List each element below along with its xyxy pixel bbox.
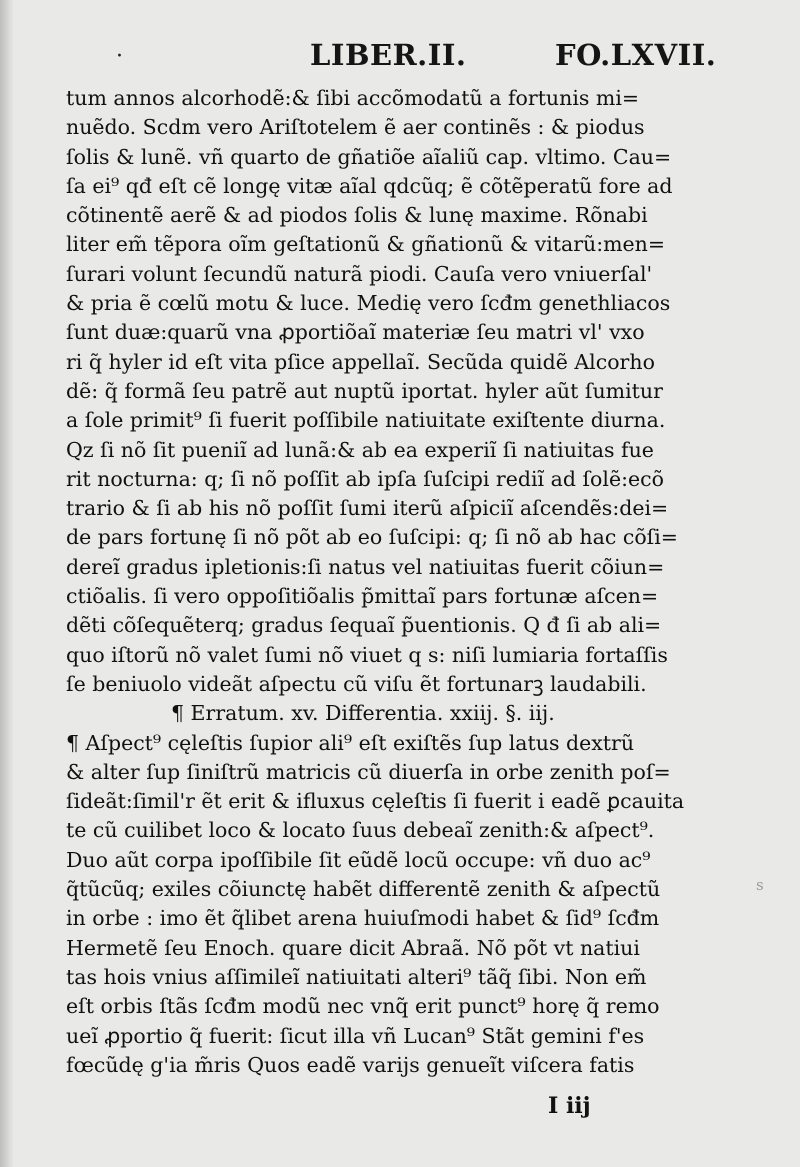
signature-mark: I iij	[548, 1093, 591, 1119]
text-line: ſurari volunt ſecundũ naturã piodi. Cauſa vero vniuerſal'	[66, 261, 653, 286]
text-line: in orbe : imo ẽt q̃libet arena huiuſmodi habet & ſid⁹ ſcđm	[66, 906, 660, 931]
text-line: ri q̃ hyler id eſt vita pſice appellaĩ. Secũda quidẽ Alcorho	[66, 349, 655, 374]
text-line: ſideãt:ſimil'r ẽt erit & ifluxus cęleſtis ſi fuerit i eadẽ ꝑcauita	[66, 789, 685, 814]
text-line: te cũ cuilibet loco & locato ſuus debeaĩ zenith:& aſpect⁹.	[66, 818, 655, 843]
text-line: rit nocturna: q; ſi nõ poſſit ab ipſa ſuſcipi rediĩ ad ſolẽ:ecõ	[66, 466, 664, 491]
header-mark: ·	[116, 44, 123, 69]
text-line: ſe beniuolo videãt aſpectu cũ viſu ẽt fortunarꝫ laudabili.	[66, 671, 647, 696]
text-line: Qz ſi nõ ſit pueniĩ ad lunã:& ab ea experiĩ ſi natiuitas fue	[66, 437, 654, 462]
text-line: a ſole primit⁹ ſi fuerit poſſibile natiuitate exiſtente diurna.	[66, 408, 666, 433]
text-line: ueĩ ꝓportio q̃ fuerit: ſicut illa vñ Lucan⁹ Stãt gemini f'es	[66, 1023, 645, 1048]
text-line: liter em̃ tẽpora oĩm geſtationũ & gñationũ & vitarũ:men=	[66, 232, 666, 257]
text-line: de pars fortunę ſi nõ põt ab eo ſuſcipi: q; ſi nõ ab hac cõſi=	[66, 525, 678, 550]
text-line: dẽti cõſequẽterq; gradus ſequaĩ p̃uentionis. Q đ ſi ab ali=	[66, 613, 662, 638]
text-line: ſunt duæ:quarũ vna ꝓportiõaĩ materiæ ſeu matri vl' vxo	[66, 320, 645, 345]
text-line: dẽ: q̃ formã ſeu patrẽ aut nuptũ iportat. hyler aũt ſumitur	[66, 378, 663, 403]
section-heading: ¶ Erratum. xv. Differentia. xxiij. §. iij.	[171, 701, 555, 726]
page-header	[60, 38, 717, 78]
text-line: eſt orbis ſtãs ſcđm modũ nec vnq̃ erit punct⁹ horę q̃ remo	[66, 994, 660, 1019]
text-line: dereĩ gradus ipletionis:ſi natus vel natiuitas fuerit cõiun=	[66, 554, 665, 579]
text-line: fœcũdę g'ia m̃ris Quos eadẽ varijs genueĩt viſcera fatis	[66, 1052, 635, 1077]
text-line: trario & ſi ab his nõ poſſit ſumi iterũ aſpiciĩ aſcendẽs:dei=	[66, 496, 669, 521]
text-line: & pria ẽ cœlũ motu & luce. Medię vero ſcđm genethliacos	[66, 291, 671, 316]
folio-number: FO.LXVII.	[555, 38, 717, 72]
text-line: nuẽdo. Scdm vero Ariſtotelem ẽ aer continẽs : & piodus	[66, 115, 645, 140]
text-line: & alter ſup ſiniſtrũ matricis cũ diuerſa in orbe zenith poſ=	[66, 759, 671, 784]
margin-note: s	[756, 876, 764, 894]
text-line: ſolis & lunẽ. vñ quarto de gñatiõe aĩaliũ cap. vltimo. Cau=	[66, 144, 672, 169]
text-line: ctiõalis. ſi vero oppoſitiõalis p̃mittaĩ pars fortunæ aſcen=	[66, 584, 659, 609]
text-block	[66, 84, 706, 1080]
text-line: Duo aũt corpa ipoſſibile ſit eũdẽ locũ occupe: vñ duo ac⁹	[66, 847, 651, 872]
paragraph-start-line: ¶ Aſpect⁹ cęleſtis ſupior ali⁹ eſt exiſtẽs ſup latus dextrũ	[66, 730, 635, 755]
text-line: ſa ei⁹ qđ eſt cẽ longę vitæ aĩal qdcũq; ẽ cõtẽperatũ fore ad	[66, 173, 673, 198]
text-line: q̃tũcũq; exiles cõiunctę habẽt differentẽ zenith & aſpectũ	[66, 877, 661, 902]
text-line: tum annos alcorhodẽ:& ſibi accõmodatũ a fortunis mi=	[66, 86, 640, 110]
text-line: cõtinentẽ aerẽ & ad piodos ſolis & lunę maxime. Rõnabi	[66, 203, 648, 228]
text-line: quo iſtorũ nõ valet ſumi nõ viuet q s: niſi lumiaria fortaſſis	[66, 642, 668, 667]
text-line: tas hois vnius aſſimileĩ natiuitati alteri⁹ tãq̃ ſibi. Non em̃	[66, 964, 647, 989]
page-edge-shadow	[0, 0, 14, 1167]
running-title: LIBER.II.	[310, 38, 467, 72]
text-line: Hermetẽ ſeu Enoch. quare dicit Abraã. Nõ põt vt natiui	[66, 935, 640, 960]
